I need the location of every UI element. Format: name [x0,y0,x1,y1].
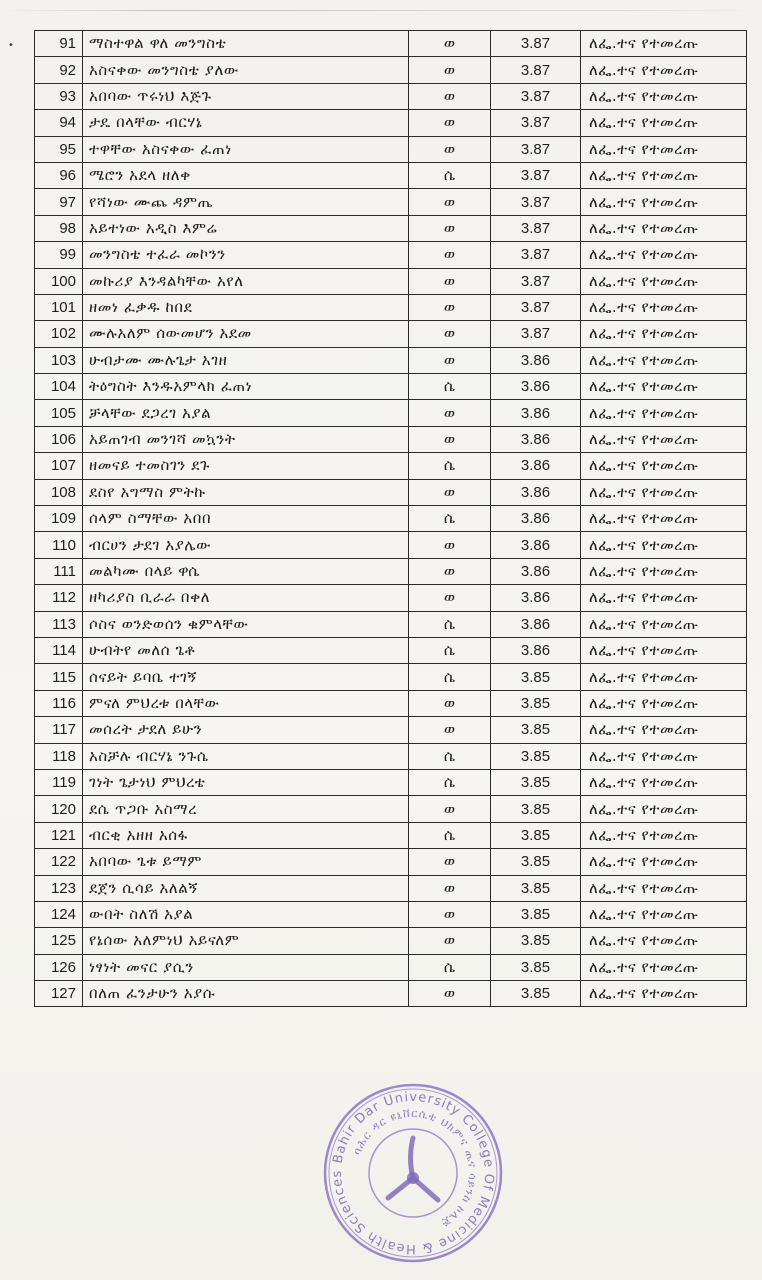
sex-code: ሴ [409,611,491,637]
status-text: ለፌ.ተና የተመረጡ [581,769,747,795]
sex-code: ወ [409,136,491,162]
gpa-value: 3.86 [491,585,581,611]
table-row [35,110,747,136]
sex-code: ወ [409,849,491,875]
sex-code: ወ [409,400,491,426]
gpa-value: 3.85 [491,901,581,927]
sex-code: ሴ [409,637,491,663]
student-name: ደስየ አግማስ ምትኩ [83,479,409,505]
gpa-value: 3.87 [491,162,581,188]
gpa-value: 3.85 [491,954,581,980]
status-text: ለፌ.ተና የተመረጡ [581,558,747,584]
sex-code: ወ [409,268,491,294]
table-row [35,479,747,505]
sex-code: ሴ [409,822,491,848]
row-number: 92 [35,57,83,83]
student-name: ዘካሪያስ ቢራራ በቀለ [83,585,409,611]
student-name: ሰላም ስማቸው አበበ [83,506,409,532]
row-number: 108 [35,479,83,505]
status-text: ለፌ.ተና የተመረጡ [581,690,747,716]
pen-mark: • [8,40,14,51]
row-number: 93 [35,83,83,109]
sex-code: ሴ [409,374,491,400]
seal-outer-text: Bahir Dar University College Of Medicine & Health Sciences [329,1089,497,1257]
results-table [34,30,747,1007]
status-text: ለፌ.ተና የተመረጡ [581,268,747,294]
table-row [35,453,747,479]
student-name: ሁብታሙ ሙሉጌታ አገዘ [83,347,409,373]
gpa-value: 3.86 [491,558,581,584]
student-name: መልካሙ በላይ ዋሴ [83,558,409,584]
student-name: መንግስቴ ተፈራ መኮንን [83,242,409,268]
row-number: 94 [35,110,83,136]
student-name: አበባው ጌቱ ይማም [83,849,409,875]
student-name: መኩሪያ እንዳልካቸው አየለ [83,268,409,294]
table-row [35,506,747,532]
student-name: ገነት ጌታነህ ምህረቴ [83,769,409,795]
sex-code: ወ [409,110,491,136]
table-row [35,717,747,743]
row-number: 121 [35,822,83,848]
student-name: ደሴ ጥጋቡ አስማረ [83,796,409,822]
table-row [35,31,747,57]
status-text: ለፌ.ተና የተመረጡ [581,136,747,162]
table-row [35,981,747,1007]
table-row [35,664,747,690]
status-text: ለፌ.ተና የተመረጡ [581,849,747,875]
gpa-value: 3.86 [491,637,581,663]
table-row [35,162,747,188]
sex-code: ወ [409,796,491,822]
row-number: 107 [35,453,83,479]
status-text: ለፌ.ተና የተመረጡ [581,796,747,822]
table-row [35,796,747,822]
row-number: 97 [35,189,83,215]
table-row [35,532,747,558]
sex-code: ወ [409,875,491,901]
gpa-value: 3.85 [491,981,581,1007]
student-name: አበባው ጥሩነህ እጅጉ [83,83,409,109]
row-number: 124 [35,901,83,927]
sex-code: ወ [409,717,491,743]
gpa-value: 3.86 [491,347,581,373]
row-number: 91 [35,31,83,57]
status-text: ለፌ.ተና የተመረጡ [581,954,747,980]
student-name: ቻላቸው ደጋረገ አያል [83,400,409,426]
student-name: ውበት ስለሽ አያል [83,901,409,927]
gpa-value: 3.85 [491,690,581,716]
table-row [35,769,747,795]
sex-code: ሴ [409,162,491,188]
status-text: ለፌ.ተና የተመረጡ [581,347,747,373]
status-text: ለፌ.ተና የተመረጡ [581,875,747,901]
gpa-value: 3.87 [491,136,581,162]
row-number: 105 [35,400,83,426]
row-number: 112 [35,585,83,611]
status-text: ለፌ.ተና የተመረጡ [581,294,747,320]
gpa-value: 3.85 [491,743,581,769]
gpa-value: 3.87 [491,321,581,347]
table-row [35,294,747,320]
gpa-value: 3.86 [491,400,581,426]
table-row [35,268,747,294]
gpa-value: 3.87 [491,189,581,215]
sex-code: ወ [409,981,491,1007]
table-row [35,611,747,637]
gpa-value: 3.86 [491,374,581,400]
student-name: ታዴ በላቸው ብርሃኔ [83,110,409,136]
sex-code: ወ [409,347,491,373]
status-text: ለፌ.ተና የተመረጡ [581,374,747,400]
table-row [35,901,747,927]
row-number: 118 [35,743,83,769]
sex-code: ወ [409,242,491,268]
status-text: ለፌ.ተና የተመረጡ [581,400,747,426]
row-number: 114 [35,637,83,663]
student-name: ማስተዋል ዋለ መንግስቴ [83,31,409,57]
sex-code: ወ [409,189,491,215]
student-name: በለጠ ፈንታሁን አያሱ [83,981,409,1007]
status-text: ለፌ.ተና የተመረጡ [581,83,747,109]
row-number: 122 [35,849,83,875]
row-number: 119 [35,769,83,795]
status-text: ለፌ.ተና የተመረጡ [581,506,747,532]
sex-code: ሴ [409,743,491,769]
table-row [35,400,747,426]
student-name: የሻነው ሙጨ ዳምጤ [83,189,409,215]
sex-code: ሴ [409,664,491,690]
table-row [35,215,747,241]
sex-code: ወ [409,585,491,611]
student-name: ዘመነ ፈቃዱ ከበደ [83,294,409,320]
gpa-value: 3.86 [491,611,581,637]
status-text: ለፌ.ተና የተመረጡ [581,717,747,743]
student-name: ነፃነት መናር ያሲን [83,954,409,980]
row-number: 99 [35,242,83,268]
table-row [35,875,747,901]
student-name: አስቻሉ ብርሃኔ ንጉሴ [83,743,409,769]
sex-code: ሴ [409,453,491,479]
status-text: ለፌ.ተና የተመረጡ [581,928,747,954]
gpa-value: 3.85 [491,822,581,848]
sex-code: ወ [409,901,491,927]
table-row [35,743,747,769]
gpa-value: 3.85 [491,664,581,690]
status-text: ለፌ.ተና የተመረጡ [581,321,747,347]
row-number: 98 [35,215,83,241]
row-number: 96 [35,162,83,188]
sex-code: ሴ [409,506,491,532]
row-number: 117 [35,717,83,743]
status-text: ለፌ.ተና የተመረጡ [581,162,747,188]
student-name: ምናለ ምህረቱ በላቸው [83,690,409,716]
row-number: 109 [35,506,83,532]
gpa-value: 3.87 [491,242,581,268]
gpa-value: 3.86 [491,532,581,558]
student-name: ብርቂ አዘዘ አሰፋ [83,822,409,848]
table-row [35,83,747,109]
gpa-value: 3.86 [491,479,581,505]
gpa-value: 3.87 [491,31,581,57]
status-text: ለፌ.ተና የተመረጡ [581,189,747,215]
status-text: ለፌ.ተና የተመረጡ [581,743,747,769]
student-name: ሜሮን አደላ ዘለቀ [83,162,409,188]
gpa-value: 3.87 [491,83,581,109]
gpa-value: 3.86 [491,426,581,452]
gpa-value: 3.87 [491,215,581,241]
row-number: 127 [35,981,83,1007]
status-text: ለፌ.ተና የተመረጡ [581,637,747,663]
status-text: ለፌ.ተና የተመረጡ [581,215,747,241]
row-number: 106 [35,426,83,452]
student-name: አይጠገብ መንገሻ መኳንት [83,426,409,452]
status-text: ለፌ.ተና የተመረጡ [581,901,747,927]
table-row [35,136,747,162]
status-text: ለፌ.ተና የተመረጡ [581,611,747,637]
row-number: 115 [35,664,83,690]
table-row [35,347,747,373]
row-number: 95 [35,136,83,162]
table-row [35,242,747,268]
sex-code: ወ [409,928,491,954]
status-text: ለፌ.ተና የተመረጡ [581,664,747,690]
row-number: 125 [35,928,83,954]
status-text: ለፌ.ተና የተመረጡ [581,822,747,848]
sex-code: ወ [409,479,491,505]
student-name: ብርሀን ታደገ አያሌው [83,532,409,558]
status-text: ለፌ.ተና የተመረጡ [581,242,747,268]
table-row [35,374,747,400]
status-text: ለፌ.ተና የተመረጡ [581,453,747,479]
status-text: ለፌ.ተና የተመረጡ [581,981,747,1007]
student-name: ሰናይት ይባቤ ተገኝ [83,664,409,690]
table-row [35,928,747,954]
sex-code: ወ [409,215,491,241]
status-text: ለፌ.ተና የተመረጡ [581,532,747,558]
row-number: 116 [35,690,83,716]
gpa-value: 3.85 [491,928,581,954]
status-text: ለፌ.ተና የተመረጡ [581,426,747,452]
gpa-value: 3.85 [491,849,581,875]
sex-code: ሴ [409,954,491,980]
table-row [35,558,747,584]
student-name: አስናቀው መንግስቴ ያለው [83,57,409,83]
student-name: መሰረት ታደለ ይሁን [83,717,409,743]
status-text: ለፌ.ተና የተመረጡ [581,31,747,57]
student-name: ሁብትየ መለሰ ጌቶ [83,637,409,663]
table-row [35,585,747,611]
student-name: ሶስና ወንድወሰን ቁምላቸው [83,611,409,637]
gpa-value: 3.87 [491,57,581,83]
table-row [35,954,747,980]
row-number: 103 [35,347,83,373]
status-text: ለፌ.ተና የተመረጡ [581,585,747,611]
sex-code: ሴ [409,769,491,795]
results-table-body [35,31,747,1007]
gpa-value: 3.87 [491,110,581,136]
row-number: 110 [35,532,83,558]
gpa-value: 3.87 [491,268,581,294]
gpa-value: 3.87 [491,294,581,320]
sex-code: ወ [409,294,491,320]
row-number: 104 [35,374,83,400]
student-name: ዘመናይ ተመስገን ደጉ [83,453,409,479]
row-number: 113 [35,611,83,637]
gpa-value: 3.85 [491,769,581,795]
student-name: አይተነው አዲስ እምሬ [83,215,409,241]
student-name: ደጀን ሲሳይ አለልኝ [83,875,409,901]
row-number: 102 [35,321,83,347]
gpa-value: 3.86 [491,453,581,479]
sex-code: ወ [409,426,491,452]
sex-code: ወ [409,31,491,57]
row-number: 100 [35,268,83,294]
gpa-value: 3.85 [491,796,581,822]
sex-code: ወ [409,690,491,716]
sex-code: ወ [409,558,491,584]
student-name: ሙሉአለም ሰውመሆን አደመ [83,321,409,347]
gpa-value: 3.85 [491,717,581,743]
status-text: ለፌ.ተና የተመረጡ [581,110,747,136]
sex-code: ወ [409,57,491,83]
row-number: 101 [35,294,83,320]
row-number: 111 [35,558,83,584]
table-row [35,849,747,875]
table-row [35,189,747,215]
row-number: 126 [35,954,83,980]
sex-code: ወ [409,532,491,558]
gpa-value: 3.85 [491,875,581,901]
row-number: 123 [35,875,83,901]
sex-code: ወ [409,83,491,109]
seal-inner-text: ባሕር ዳር ዩኒቨርሲቲ ህክምና ጤና ሳይንስ ኮሌጅ [350,1106,480,1231]
table-row [35,57,747,83]
table-row [35,426,747,452]
student-name: ትዕግስት እንዱአምላክ ፈጠነ [83,374,409,400]
fold-line [0,10,762,11]
table-row [35,321,747,347]
table-row [35,822,747,848]
college-seal-stamp [318,1078,508,1268]
sex-code: ወ [409,321,491,347]
status-text: ለፌ.ተና የተመረጡ [581,479,747,505]
table-row [35,637,747,663]
status-text: ለፌ.ተና የተመረጡ [581,57,747,83]
student-name: ተዋቸው አስናቀው ፈጠነ [83,136,409,162]
gpa-value: 3.86 [491,506,581,532]
row-number: 120 [35,796,83,822]
table-row [35,690,747,716]
student-name: የኔሰው አለምነህ አይናለም [83,928,409,954]
